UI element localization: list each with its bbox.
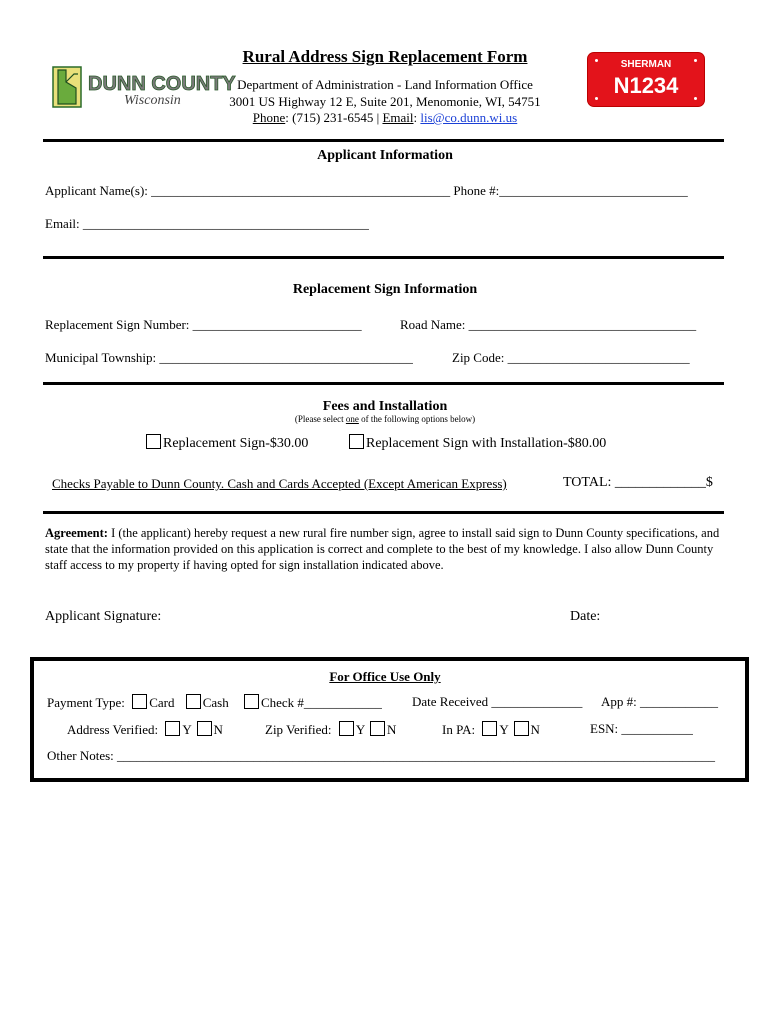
sample-address-sign [588,53,704,106]
no-label: N [530,722,540,737]
date-field[interactable]: Date: [570,609,601,624]
svg-text:Wisconsin: Wisconsin [124,93,181,108]
zip-verified-yes-checkbox[interactable] [339,721,354,736]
payment-type-label: Payment Type: [47,695,125,710]
form-title: Rural Address Sign Replacement Form [242,47,528,66]
note-emphasis: one [345,414,359,424]
phone-value: : (715) 231-6545 [285,110,374,125]
sign-number: N1234 [613,73,679,98]
divider [43,256,724,259]
yes-label: Y [499,722,509,737]
option-label: Replacement Sign-$30.00 [163,436,309,451]
replacement-heading: Replacement Sign Information [292,282,478,297]
email-field[interactable]: Email: ____________________________________________ [45,216,369,231]
date-received-field[interactable]: Date Received ______________ [412,694,583,709]
card-label: Card [149,695,175,710]
cash-label: Cash [202,695,229,710]
address-verified-label: Address Verified: [67,722,159,737]
fees-note [0,414,770,424]
app-number-field[interactable]: App #: ____________ [601,694,718,709]
replacement-sign-number-field[interactable]: Replacement Sign Number: __________________________ [45,317,362,332]
applicant-heading: Applicant Information [317,148,453,163]
esn-field[interactable]: ESN: ___________ [590,721,693,736]
option-replacement-sign[interactable] [146,434,308,452]
email-link[interactable]: lis@co.dunn.wi.us [420,110,518,125]
svg-text:DUNN COUNTY: DUNN COUNTY [88,73,236,95]
agreement-body: I (the applicant) hereby request a new rural fire number sign, agree to install said sign to Dunn County specifications, and state that the information provided on this application is correct and complete to the best of my knowledge. I also allow Dunn County staff access to my property if having opted for sign installation indicated above. [45,526,720,572]
phone-label: Phone [252,110,286,125]
checkbox[interactable] [349,434,364,449]
address-line: 3001 US Highway 12 E, Suite 201, Menomonie, WI, 54751 [229,94,541,109]
address-verified-row [67,721,223,738]
address-verified-yes-checkbox[interactable] [165,721,180,736]
email-label: Email [382,110,414,125]
applicant-signature-field[interactable]: Applicant Signature: [45,609,162,624]
note-text: of the following options below) [358,414,476,424]
zip-code-field[interactable]: Zip Code: ____________________________ [452,350,690,365]
agreement-text [45,525,735,573]
contact-line [0,110,770,126]
road-name-field[interactable]: Road Name: ___________________________________ [400,317,697,332]
checkbox[interactable] [146,434,161,449]
office-heading: For Office Use Only [329,669,441,684]
in-pa-no-checkbox[interactable] [514,721,529,736]
card-checkbox[interactable] [132,694,147,709]
check-number-field[interactable]: Check #____________ [260,695,382,710]
municipal-township-field[interactable]: Municipal Township: _______________________________________ [45,350,413,365]
in-pa-yes-checkbox[interactable] [482,721,497,736]
zip-verified-no-checkbox[interactable] [370,721,385,736]
fees-heading: Fees and Installation [322,399,448,414]
in-pa-row [442,721,540,738]
divider [43,511,724,514]
zip-verified-label: Zip Verified: [265,722,332,737]
option-sign-with-installation[interactable] [349,434,606,452]
applicant-name-phone-fields[interactable]: Applicant Name(s): ______________________________________________ Phone #:_____________________________ [45,183,688,198]
total-field[interactable]: TOTAL: _____________$ [563,475,713,490]
in-pa-label: In PA: [442,722,476,737]
separator: | [373,110,383,125]
note-text: (Please select [294,414,346,424]
zip-verified-row [265,721,396,738]
department-line: Department of Administration - Land Information Office [237,77,533,92]
sign-road-name: SHERMAN [620,59,672,70]
cash-checkbox[interactable] [186,694,201,709]
check-checkbox[interactable] [244,694,259,709]
yes-label: Y [182,722,192,737]
no-label: N [213,722,223,737]
agreement-label: Agreement: [45,526,108,540]
payment-type-row [47,694,382,711]
divider [43,382,724,385]
address-verified-no-checkbox[interactable] [197,721,212,736]
payment-instructions: Checks Payable to Dunn County. Cash and Cards Accepted (Except American Express) [52,476,507,491]
other-notes-field[interactable]: Other Notes: ____________________________________________________________________________________________ [47,748,716,763]
email-colon: : [413,110,421,125]
no-label: N [386,722,397,737]
option-label: Replacement Sign with Installation-$80.00 [366,436,607,451]
divider [43,139,724,142]
yes-label: Y [355,722,365,737]
